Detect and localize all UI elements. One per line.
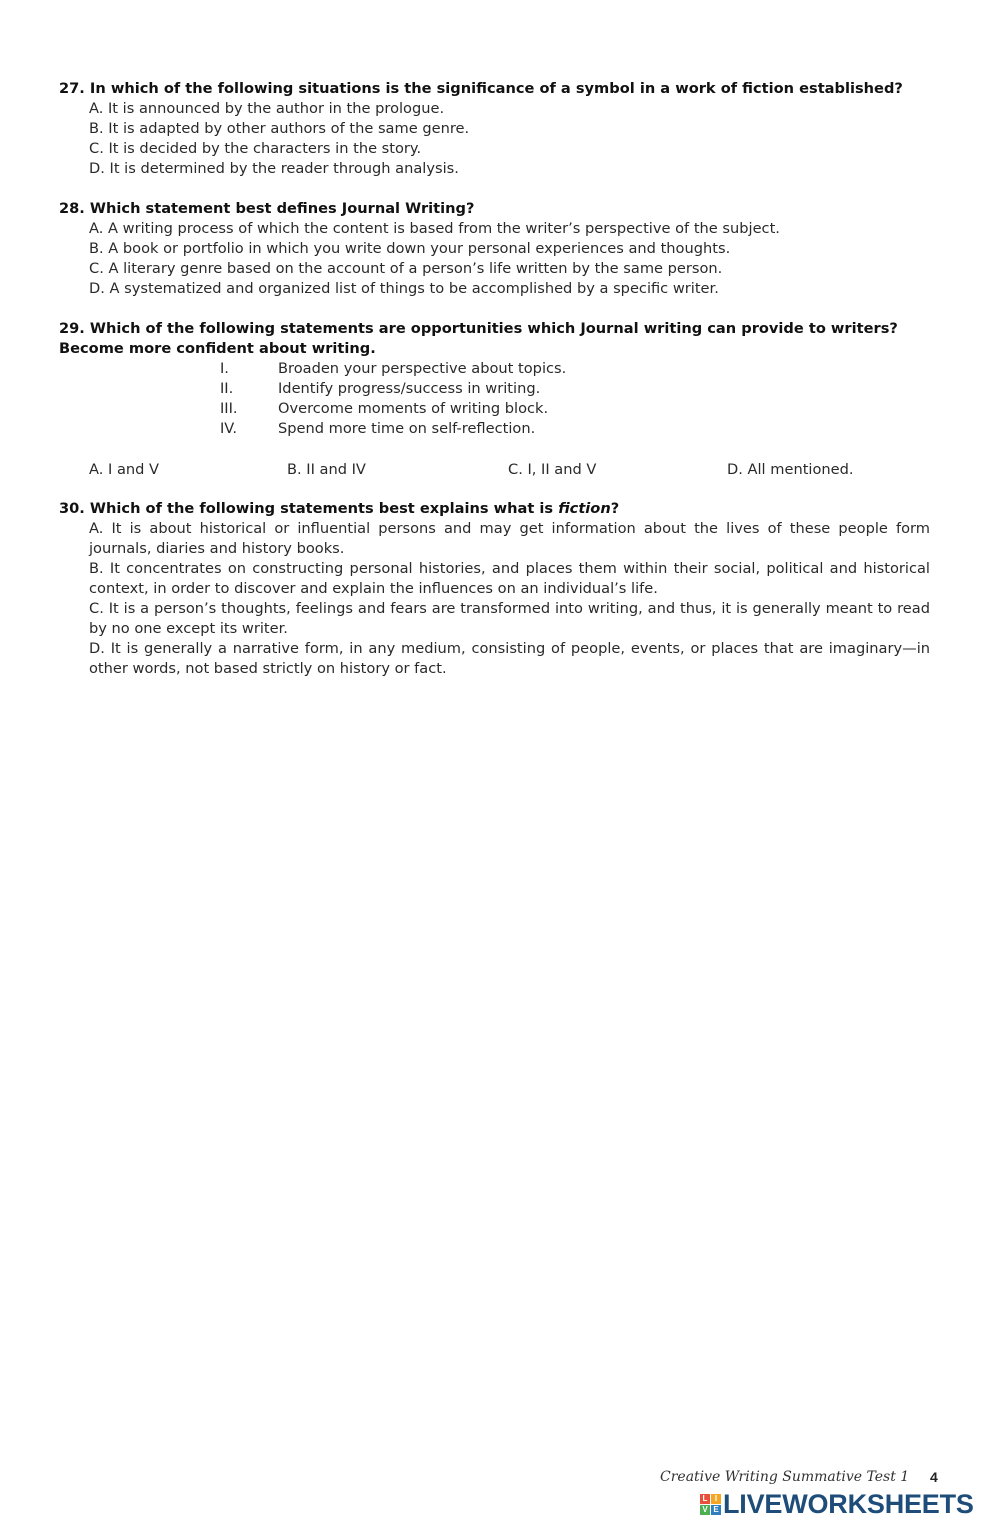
question-28 [59, 199, 931, 299]
option-a: A. It is announced by the author in the prologue. [89, 100, 445, 117]
list-item [220, 379, 566, 399]
roman-list [220, 359, 566, 439]
item-text: Identify progress/success in writing. [278, 380, 541, 397]
question-stem: 28. Which statement best defines Journal Writing? [59, 200, 475, 217]
option-d: D. A systematized and organized list of things to be accomplished by a specific writer. [89, 280, 719, 297]
option-b: B. It is adapted by other authors of the same genre. [89, 120, 470, 137]
logo-tile: E [711, 1505, 721, 1515]
question-30 [59, 499, 930, 679]
item-text: Spend more time on self-reflection. [278, 420, 536, 437]
stem-text: 30. Which of the following statements best explains what is [59, 500, 559, 517]
question-stem [59, 499, 930, 519]
logo-text: LIVEWORKSHEETS [723, 1489, 974, 1519]
page-number: 4 [930, 1469, 938, 1485]
choice-b: B. II and IV [287, 461, 366, 478]
item-text: Overcome moments of writing block. [278, 400, 549, 417]
logo-tile: V [700, 1505, 710, 1515]
option-a: A. A writing process of which the content is based from the writer’s perspective of the subject. [89, 220, 780, 237]
option-c: C. A literary genre based on the account of a person’s life written by the same person. [89, 260, 723, 277]
list-item [220, 399, 566, 419]
question-29 [59, 319, 931, 359]
choice-a: A. I and V [89, 461, 160, 478]
logo-mark-icon [700, 1494, 721, 1515]
question-stem: 27. In which of the following situations is the significance of a symbol in a work of fiction established? [59, 80, 903, 97]
option-c: C. It is a person’s thoughts, feelings and fears are transformed into writing, and thus, it is generally meant to read by no one except its writer. [89, 600, 930, 637]
stem-end: ? [610, 500, 620, 517]
list-item [220, 419, 566, 439]
logo-tile: L [700, 1494, 710, 1504]
footer-title: Creative Writing Summative Test 1 [660, 1469, 910, 1485]
item-number: II. [220, 380, 234, 397]
option-b: B. It concentrates on constructing personal histories, and places them within their social, political and historical context, in order to discover and explain the influences on an individual’s life. [89, 560, 930, 597]
question-stem: 29. Which of the following statements are opportunities which Journal writing can provide to writers? Become more confident about writing. [59, 320, 898, 357]
option-d: D. It is determined by the reader through analysis. [89, 160, 459, 177]
liveworksheets-logo [700, 1491, 974, 1517]
option-c: C. It is decided by the characters in the story. [89, 140, 422, 157]
item-number: IV. [220, 420, 238, 437]
item-text: Broaden your perspective about topics. [278, 360, 567, 377]
option-d: D. It is generally a narrative form, in any medium, consisting of people, events, or places that are imaginary—in other words, not based strictly on history or fact. [89, 640, 930, 677]
list-item [220, 359, 566, 379]
option-a: A. It is about historical or influential persons and may get information about the lives of these people form journals, diaries and history books. [89, 520, 930, 557]
item-number: I. [220, 360, 229, 377]
stem-emphasis: fiction [558, 500, 611, 517]
question-27 [59, 79, 931, 179]
choice-d: D. All mentioned. [727, 461, 854, 478]
choice-c: C. I, II and V [508, 461, 597, 478]
option-b: B. A book or portfolio in which you write down your personal experiences and thoughts. [89, 240, 731, 257]
logo-tile: I [711, 1494, 721, 1504]
item-number: III. [220, 400, 238, 417]
